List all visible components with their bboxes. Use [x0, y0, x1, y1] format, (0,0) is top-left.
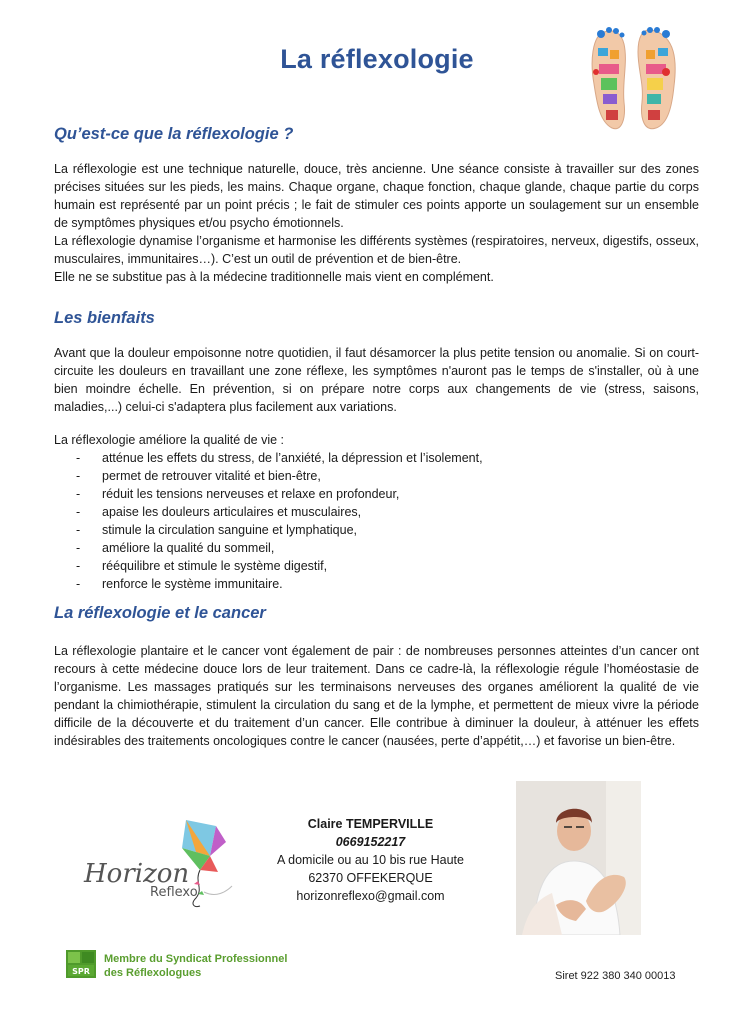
- contact-phone: 0669152217: [335, 835, 406, 849]
- list-item: - permet de retrouver vitalité et bien-être,: [76, 469, 321, 483]
- dash-bullet: -: [76, 505, 81, 519]
- paragraph: Avant que la douleur empoisonne notre quotidien, il faut désamorcer la plus petite tension ou anomalie. Si on court-circuite les douleurs en travaillant une zone réflexe, les symptômes n'auront pas le temps de s'installer, où à une bien moindre échelle. En prévention, si on prépare notre corps aux changements de vie (stress, saisons, maladies,...) celui-ci s'adaptera plus facilement aux variations.: [54, 346, 699, 414]
- contact-name: Claire TEMPERVILLE: [307, 817, 434, 831]
- dash-bullet: -: [76, 559, 81, 573]
- logo-word-reflexo: Reflexo: [150, 885, 198, 900]
- practitioner-photo: [516, 781, 641, 935]
- contact-address-line: A domicile ou au 10 bis rue Haute: [277, 853, 464, 867]
- list-item: - atténue les effets du stress, de l’anxiété, la dépression et l’isolement,: [76, 451, 483, 465]
- list-item: - rééquilibre et stimule le système digestif,: [76, 559, 328, 573]
- dash-bullet: -: [76, 523, 81, 537]
- section-heading-benefits: Les bienfaits: [54, 309, 155, 327]
- spr-logo: [66, 950, 96, 978]
- paragraph: La réflexologie dynamise l’organisme et harmonise les différents systèmes (respiratoires, nerveux, digestifs, osseux, musculaires, immunitaires…). C’est un outil de prévention et de bien-être.: [54, 234, 699, 266]
- section-heading-cancer: La réflexologie et le cancer: [54, 604, 266, 622]
- siret-number: Siret 922 380 340 00013: [555, 970, 676, 982]
- practitioner-illustration: [516, 781, 641, 935]
- dash-bullet: -: [76, 487, 81, 501]
- benefits-list-intro: La réflexologie améliore la qualité de vie :: [54, 433, 284, 447]
- section-definition-text: [54, 160, 699, 286]
- foot-reflexology-chart-image: [584, 22, 692, 134]
- dash-bullet: -: [76, 577, 81, 591]
- benefits-list: [54, 449, 483, 593]
- page-title: La réflexologie: [280, 44, 474, 74]
- list-item: - améliore la qualité du sommeil,: [76, 541, 275, 555]
- list-item: - stimule la circulation sanguine et lymphatique,: [76, 523, 357, 537]
- spr-line: des Réflexologues: [104, 967, 202, 979]
- list-item: - renforce le système immunitaire.: [76, 577, 283, 591]
- list-item: - apaise les douleurs articulaires et musculaires,: [76, 505, 362, 519]
- dash-bullet: -: [76, 451, 81, 465]
- contact-postal-line: 62370 OFFEKERQUE: [308, 871, 433, 885]
- section-cancer-text: [54, 642, 699, 750]
- dash-bullet: -: [76, 469, 81, 483]
- paragraph: La réflexologie plantaire et le cancer vont également de pair : de nombreuses personnes atteintes d’un cancer ont recours à cette médecine douce lors de leur traitement. Dans ce cadre-là, la réflexologie régule l’homéostasie de l’organisme. Les massages pratiqués sur les terminaisons nerveuses des organes améliorent la qualité de vie pendant la chimiothérapie, stimulent la circulation du sang et de la lymphe, et permettent de mieux vivre la période difficile de la découverte et du traitement d’un cancer. Elle contribue à diminuer la douleur, à atténuer les effets indésirables des traitements oncologiques contre le cancer (nausées, perte d’appétit,…) et favorise un bien-être.: [54, 644, 699, 748]
- section-benefits-text: [54, 344, 699, 416]
- dash-bullet: -: [76, 541, 81, 555]
- logo-word-horizon: Horizon: [84, 859, 190, 889]
- paragraph: La réflexologie est une technique naturelle, douce, très ancienne. Une séance consiste à travailler sur des zones précises situées sur les pieds, les mains. Chaque organe, chaque fonction, chaque glande, chaque partie du corps humain est représenté par un point précis ; le fait de stimuler ces points apporte un soulagement sur un ensemble de symptômes physiques et/ou psycho émotionnels.: [54, 162, 699, 230]
- spr-membership-text: [104, 952, 287, 980]
- horizon-reflexo-logo: [76, 812, 246, 912]
- section-heading-definition: Qu’est-ce que la réflexologie ?: [54, 125, 294, 143]
- spr-line: Membre du Syndicat Professionnel: [104, 953, 288, 965]
- paragraph: Elle ne se substitue pas à la médecine traditionnelle mais vient en complément.: [54, 270, 494, 284]
- list-item: - réduit les tensions nerveuses et relaxe en profondeur,: [76, 487, 400, 501]
- contact-email: horizonreflexo@gmail.com: [296, 889, 445, 903]
- spr-badge-text: SPR: [72, 967, 90, 976]
- contact-block: [238, 815, 503, 905]
